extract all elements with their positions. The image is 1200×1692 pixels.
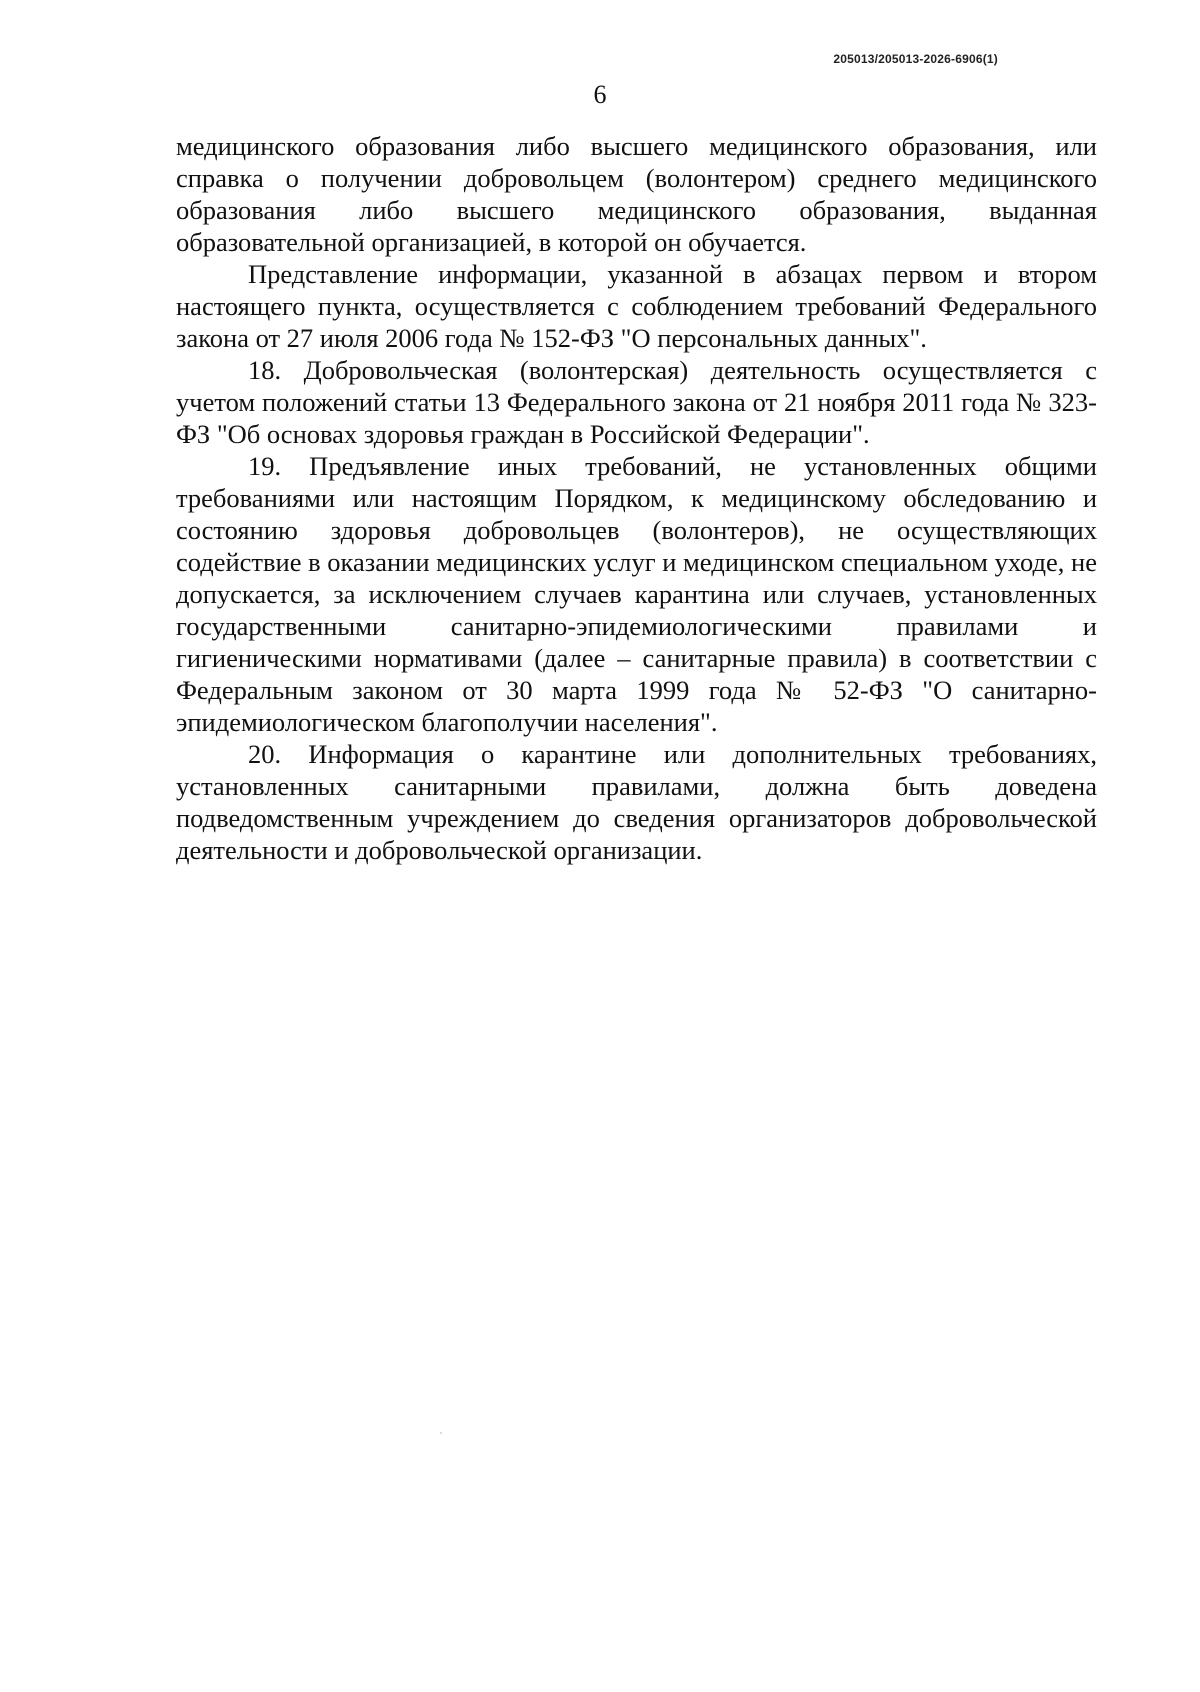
paragraph-19: 19. Предъявление иных требований, не установленных общими требованиями или настоящим Порядком, к медицинскому обследованию и состоянию здоровья добровольцев (волонтеров), не осуществляющих содействие в оказании медицинских услуг и медицинском специальном уходе, не допускается, за исключением случаев карантина или случаев, установленных государственными санитарно-эпидемиологическими правилами и гигиеническими нормативами (далее – санитарные правила) в соответствии с Федеральным законом от 30 марта 1999 года № 52-ФЗ "О санитарно-эпидемиологическом благополучии населения". bbox=[176, 451, 1097, 737]
page-number: 6 bbox=[593, 80, 607, 109]
paragraph-20: 20. Информация о карантине или дополнительных требованиях, установленных санитарными правилами, должна быть доведена подведомственным учреждением до сведения организаторов добровольческой деятельности и добровольческой организации. bbox=[176, 739, 1097, 865]
paragraph-continuation: медицинского образования либо высшего медицинского образования, или справка о получении добровольцем (волонтером) среднего медицинского образования либо высшего медицинского образования, выданная образовательной организацией, в которой он обучается. bbox=[176, 131, 1097, 257]
paragraph-18: 18. Добровольческая (волонтерская) деятельность осуществляется с учетом положений статьи 13 Федерального закона от 21 ноября 2011 года № 323-ФЗ "Об основах здоровья граждан в Российской Федерации". bbox=[176, 355, 1097, 449]
paragraph-personal-data: Представление информации, указанной в абзацах первом и втором настоящего пункта, осуществляется с соблюдением требований Федерального закона от 27 июля 2006 года № 152-ФЗ "О персональных данных". bbox=[176, 259, 1097, 353]
document-registration-code: 205013/205013-2026-6906(1) bbox=[833, 52, 998, 66]
document-body bbox=[176, 130, 1097, 866]
scan-speck bbox=[440, 1432, 442, 1434]
